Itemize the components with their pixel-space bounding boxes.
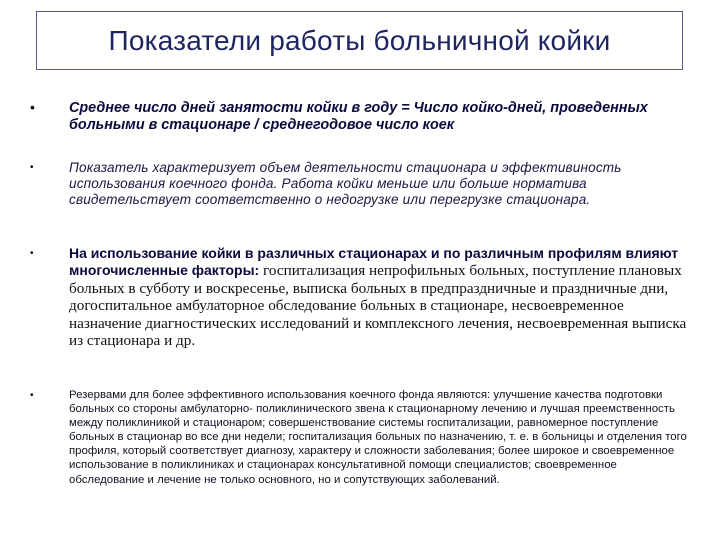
bullet-marker-2: •	[30, 162, 34, 173]
bullet-marker-1: •	[30, 99, 35, 115]
bullet-item-3	[69, 245, 689, 349]
bullet-marker-3: •	[30, 248, 34, 259]
slide-title: Показатели работы больничной койки	[108, 24, 611, 56]
bullet-item-2: Показатель характеризует объем деятельности стационара и эффективиность использования коечного фонда. Работа койки меньше или больше норматива свидетельствует соответственно о недогрузке или перегрузке стационара.	[69, 160, 622, 207]
bullet-item-3-text: госпитализация непрофильных больных, поступление плановых больных в субботу и воскресенье, выписка больных в предпраздничные и праздничные дни, догоспитальное амбулаторное обследование больных в стационаре, несвоевременное назначение диагностических исследований и комплексного лечения, несвоевременная выписка из стационара и др.	[69, 262, 687, 350]
bullet-item-1: Среднее число дней занятости койки в году = Число койко-дней, проведенных больными в стационаре / среднегодовое число коек	[69, 100, 648, 133]
title-box	[36, 11, 683, 70]
bullet-marker-4: •	[30, 390, 34, 401]
bullet-item-4: Резервами для более эффективного использования коечного фонда являются: улучшение качества подготовки больных со стороны амбулаторно- поликлинического звена к стационарному лечению и лучшая преемственность между поликлиникой и стационаром; совершенствование системы госпитализации, равномерное поступление больных в стационар во все дни недели; госпитализация больных по назначению, т. е. в больницы и отделения того профиля, который соответствует диагнозу, характеру и сложности заболевания; более широкое и своевременное использование в поликлиниках и стационарах консультативной помощи специалистов; своевременное обследование и лечение не только основного, но и сопутствующих заболеваний.	[69, 389, 687, 486]
bullet-item-3-lead: На использование койки в различных стационарах и по различным профилям влияют многочисленные факторы:	[69, 245, 679, 279]
